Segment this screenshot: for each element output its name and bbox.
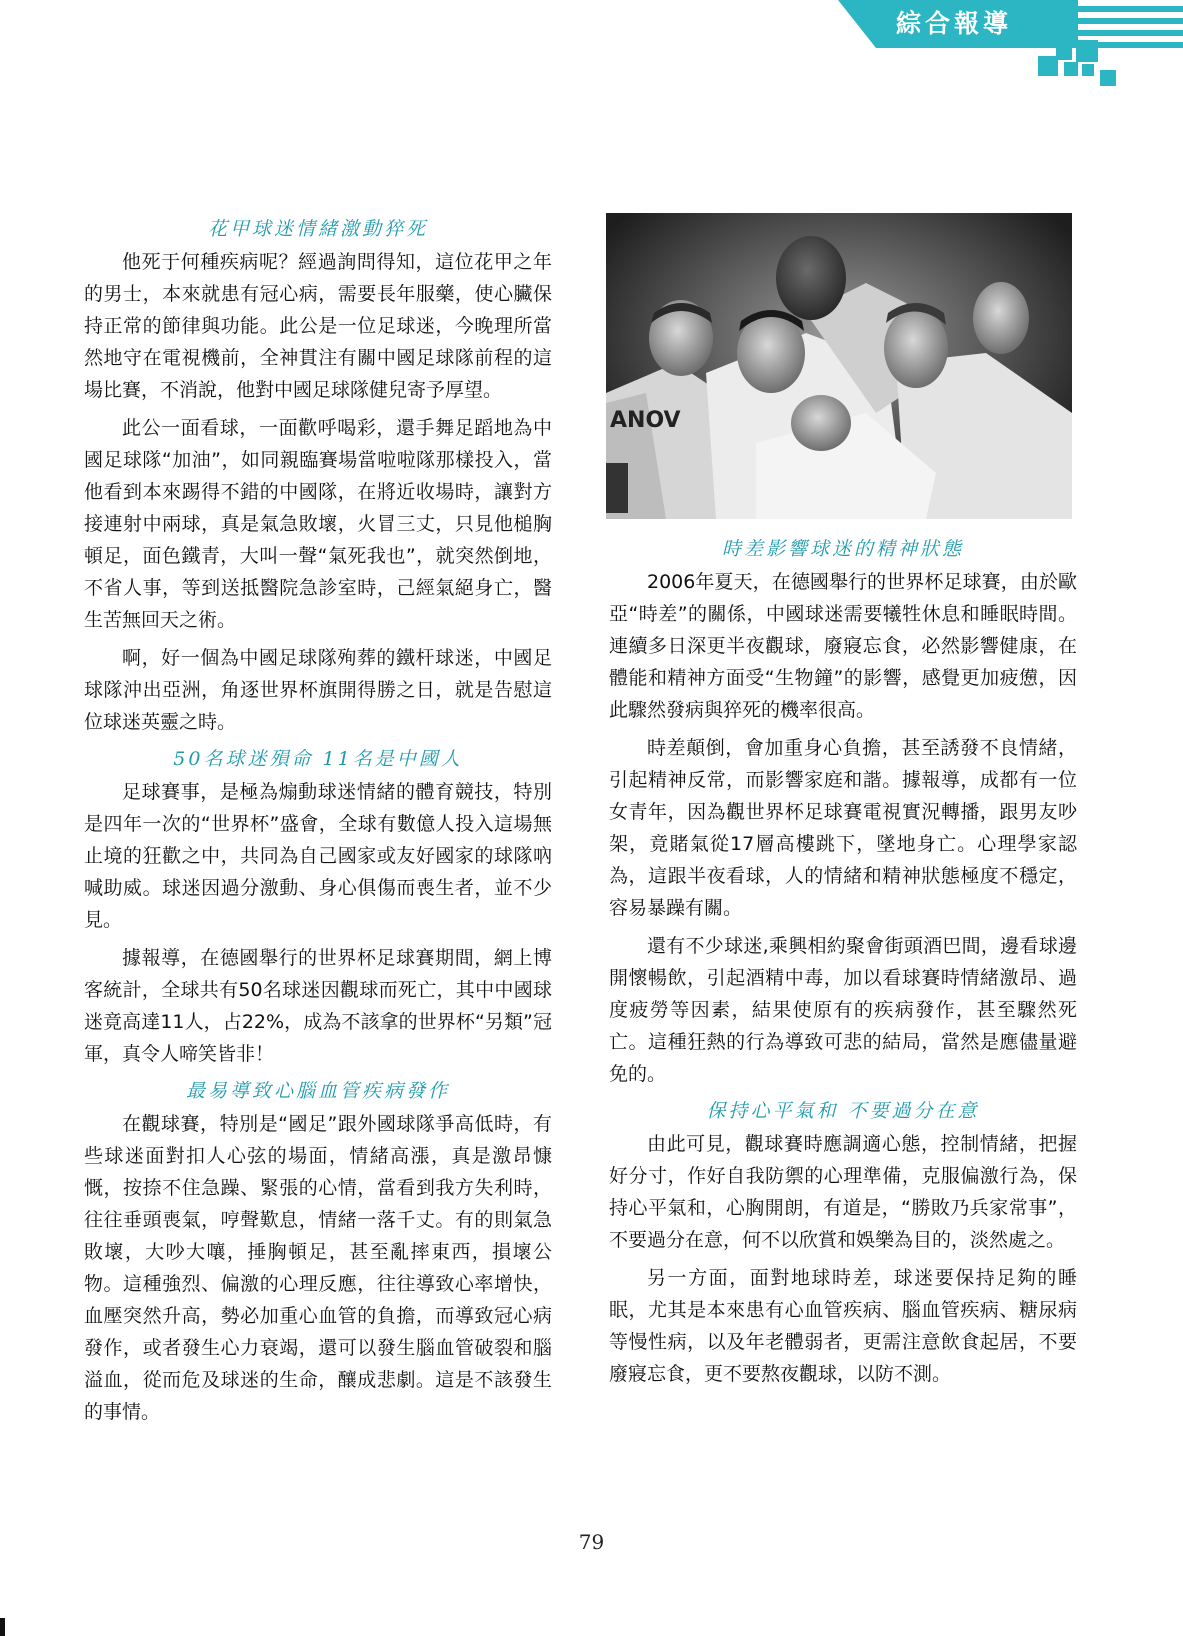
paragraph: 2006年夏天，在德國舉行的世界杯足球賽，由於歐亞“時差”的關係，中國球迷需要犧牲休息和睡眠時間。連續多日深更半夜觀球，廢寢忘食，必然影響健康，在體能和精神方面受“生物鐘”的影響，感覺更加疲憊，因此驟然發病與猝死的機率很高。 — [609, 571, 1077, 721]
header-stripe — [1078, 6, 1183, 12]
left-column — [84, 210, 552, 1434]
paragraph: 還有不少球迷,乘興相約聚會街頭酒巴間，邊看球邊開懷暢飲，引起酒精中毒，加以看球賽時情緒激昂、過度疲勞等因素，結果使原有的疾病發作，甚至驟然死亡。這種狂熱的行為導致可悲的結局，當然是應儘量避免的。 — [609, 935, 1077, 1085]
section-title: 50名球迷殞命 11名是中國人 — [173, 748, 463, 770]
paragraph: 在觀球賽，特別是“國足”跟外國球隊爭高低時，有些球迷面對扣人心弦的場面，情緒高漲，真是激昂慷慨，按捺不住急躁、緊張的心情，當看到我方失利時，往往垂頭喪氣，哼聲歎息，情緒一落千丈。有的則氣急敗壞，大吵大嚷，捶胸頓足，甚至亂摔東西，損壞公物。這種強烈、偏激的心理反應，往往導致心率增快，血壓突然升高，勢必加重心血管的負擔，而導致冠心病發作，或者發生心力衰竭，還可以發生腦血管破裂和腦溢血，從而危及球迷的生命，釀成悲劇。這是不該發生的事情。 — [84, 1113, 552, 1423]
paragraph: 據報導，在德國舉行的世界杯足球賽期間，網上博客統計，全球共有50名球迷因觀球而死亡，其中中國球迷竟高達11人，占22%，成為不該拿的世界杯“另類”冠軍，真令人啼笑皆非！ — [84, 947, 552, 1065]
section-title: 花甲球迷情緒激動猝死 — [207, 218, 428, 240]
section-label: 綜合報導 — [896, 9, 1013, 38]
section-title: 最易導致心腦血管疾病發作 — [185, 1080, 450, 1102]
decor-square — [1064, 62, 1078, 76]
section-title: 時差影響球迷的精神狀態 — [721, 538, 964, 560]
paragraph: 足球賽事，是極為煽動球迷情緒的體育競技，特別是四年一次的“世界杯”盛會，全球有數億人投入這場無止境的狂歡之中，共同為自己國家或友好國家的球隊吶喊助威。球迷因過分激動、身心俱傷而喪生者，並不少見。 — [84, 781, 552, 931]
decor-square — [1056, 44, 1072, 60]
paragraph: 他死于何種疾病呢？經過詢問得知，這位花甲之年的男士，本來就患有冠心病，需要長年服藥，使心臟保持正常的節律與功能。此公是一位足球迷，今晚理所當然地守在電視機前，全神貫注有關中國足球隊前程的這場比賽，不消說，他對中國足球隊健兒寄予厚望。 — [84, 251, 552, 401]
paragraph: 由此可見，觀球賽時應調適心態，控制情緒，把握好分寸，作好自我防禦的心理準備，克服偏激行為，保持心平氣和，心胸開朗，有道是，“勝敗乃兵家常事”，不要過分在意，何不以欣賞和娛樂為目的，淡然處之。 — [609, 1133, 1077, 1251]
football-team-photo — [606, 213, 1072, 519]
decor-square — [1082, 64, 1094, 76]
page-number: 79 — [578, 1530, 605, 1554]
paragraph: 啊，好一個為中國足球隊殉葬的鐵杆球迷，中國足球隊沖出亞洲，角逐世界杯旗開得勝之日，就是告慰這位球迷英靈之時。 — [84, 647, 552, 733]
decor-square — [1100, 70, 1116, 86]
paragraph: 另一方面，面對地球時差，球迷要保持足夠的睡眠，尤其是本來患有心血管疾病、腦血管疾病、糖尿病等慢性病，以及年老體弱者，更需注意飲食起居，不要廢寢忘食，更不要熬夜觀球，以防不測。 — [609, 1267, 1077, 1385]
paragraph: 時差顛倒，會加重身心負擔，甚至誘發不良情緒，引起精神反常，而影響家庭和諧。據報導，成都有一位女青年，因為觀世界杯足球賽電視實況轉播，跟男友吵架，竟賭氣從17層高樓跳下，墜地身亡。心理學家認為，這跟半夜看球，人的情緒和精神狀態極度不穩定，容易暴躁有關。 — [609, 737, 1077, 919]
jersey-text: ANOV — [610, 408, 681, 433]
decor-square — [1076, 40, 1098, 62]
header-stripe — [1078, 30, 1183, 36]
decor-square — [1038, 56, 1058, 76]
right-column — [609, 530, 1077, 1396]
scan-edge-mark — [0, 1618, 5, 1636]
paragraph: 此公一面看球，一面歡呼喝彩，還手舞足蹈地為中國足球隊“加油”，如同親臨賽場當啦啦隊那樣投入，當他看到本來踢得不錯的中國隊，在將近收場時，讓對方接連射中兩球，真是氣急敗壞，火冒三丈，只見他槌胸頓足，面色鐵青，大叫一聲“氣死我也”，就突然倒地，不省人事，等到送抵醫院急診室時，己經氣絕身亡，醫生苦無回天之術。 — [84, 417, 552, 631]
header-stripe — [1078, 18, 1183, 24]
section-title: 保持心平氣和 不要過分在意 — [706, 1100, 980, 1122]
